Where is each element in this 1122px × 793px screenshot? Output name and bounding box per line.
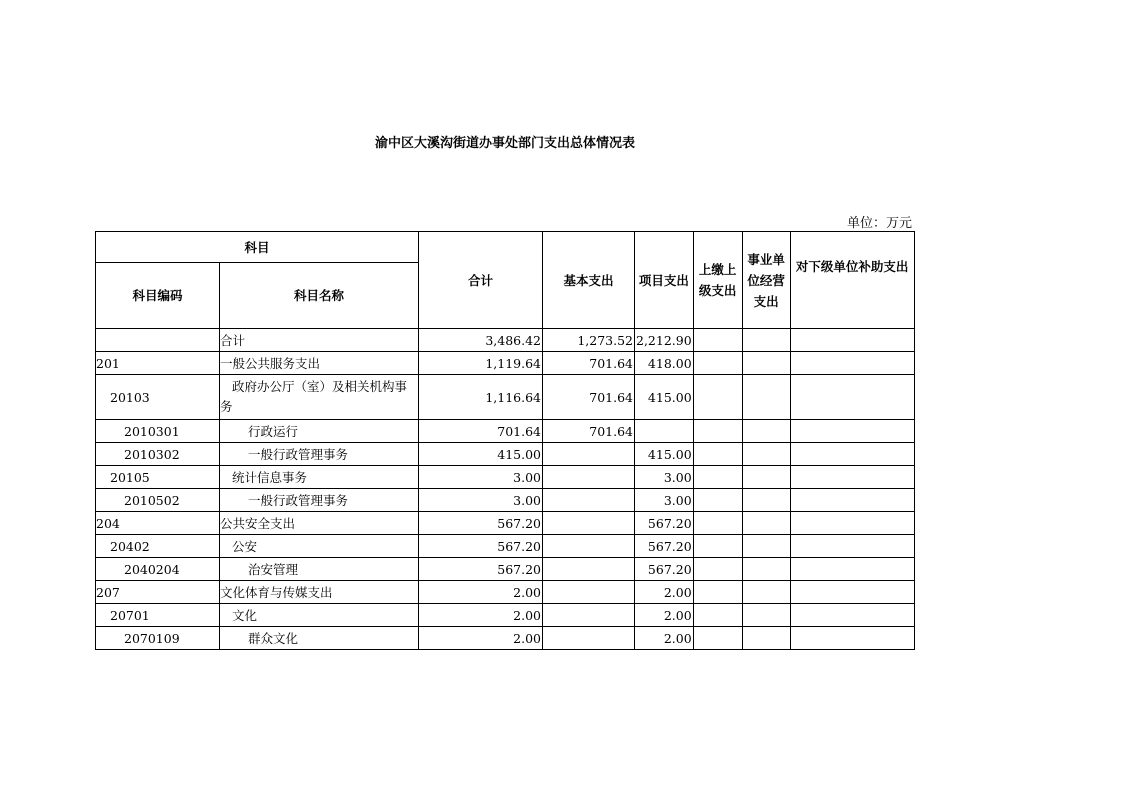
- cell-total: 701.64: [419, 420, 543, 443]
- header-basic: 基本支出: [543, 232, 635, 329]
- cell-upper: [693, 512, 742, 535]
- cell-total: 2.00: [419, 604, 543, 627]
- cell-business: [742, 535, 790, 558]
- cell-name: 群众文化: [220, 627, 419, 650]
- cell-upper: [693, 420, 742, 443]
- cell-subsidy: [790, 627, 914, 650]
- cell-upper: [693, 581, 742, 604]
- cell-total: 415.00: [419, 443, 543, 466]
- cell-total: 3.00: [419, 466, 543, 489]
- cell-subsidy: [790, 604, 914, 627]
- cell-basic: [543, 466, 635, 489]
- cell-code: 20402: [96, 535, 220, 558]
- cell-subsidy: [790, 375, 914, 420]
- cell-basic: 701.64: [543, 420, 635, 443]
- cell-code: 201: [96, 352, 220, 375]
- header-project: 项目支出: [635, 232, 694, 329]
- cell-code: 20103: [96, 375, 220, 420]
- cell-upper: [693, 604, 742, 627]
- cell-project: 2.00: [635, 581, 694, 604]
- cell-basic: [543, 558, 635, 581]
- cell-business: [742, 352, 790, 375]
- cell-basic: 701.64: [543, 352, 635, 375]
- cell-subsidy: [790, 535, 914, 558]
- cell-subsidy: [790, 329, 914, 352]
- cell-name: 文化: [220, 604, 419, 627]
- cell-project: 567.20: [635, 558, 694, 581]
- cell-code: 204: [96, 512, 220, 535]
- cell-name: 行政运行: [220, 420, 419, 443]
- cell-total: 1,119.64: [419, 352, 543, 375]
- header-code: 科目编码: [96, 263, 220, 329]
- page-title: 渝中区大溪沟街道办事处部门支出总体情况表: [374, 136, 635, 151]
- header-business: 事业单位经营支出: [742, 232, 790, 329]
- cell-name: 公安: [220, 535, 419, 558]
- cell-business: [742, 581, 790, 604]
- cell-business: [742, 512, 790, 535]
- cell-subsidy: [790, 443, 914, 466]
- cell-subsidy: [790, 581, 914, 604]
- cell-business: [742, 466, 790, 489]
- cell-name: 一般行政管理事务: [220, 443, 419, 466]
- cell-upper: [693, 375, 742, 420]
- cell-total: 567.20: [419, 535, 543, 558]
- table-row: [96, 443, 915, 466]
- cell-code: 2010301: [96, 420, 220, 443]
- cell-code: [96, 329, 220, 352]
- cell-upper: [693, 329, 742, 352]
- header-subsidy: 对下级单位补助支出: [790, 232, 914, 329]
- cell-name: 文化体育与传媒支出: [220, 581, 419, 604]
- cell-project: 415.00: [635, 375, 694, 420]
- cell-code: 20105: [96, 466, 220, 489]
- cell-upper: [693, 466, 742, 489]
- table-row: [96, 420, 915, 443]
- cell-code: 2070109: [96, 627, 220, 650]
- table-row: [96, 627, 915, 650]
- header-name: 科目名称: [220, 263, 419, 329]
- cell-name: 一般行政管理事务: [220, 489, 419, 512]
- table-row: [96, 604, 915, 627]
- cell-subsidy: [790, 558, 914, 581]
- cell-name: 治安管理: [220, 558, 419, 581]
- table-row: [96, 512, 915, 535]
- cell-basic: [543, 535, 635, 558]
- cell-total: 3,486.42: [419, 329, 543, 352]
- cell-business: [742, 558, 790, 581]
- cell-code: 2010502: [96, 489, 220, 512]
- cell-business: [742, 375, 790, 420]
- cell-total: 3.00: [419, 489, 543, 512]
- cell-business: [742, 443, 790, 466]
- cell-code: 2010302: [96, 443, 220, 466]
- cell-subsidy: [790, 352, 914, 375]
- cell-basic: [543, 443, 635, 466]
- cell-upper: [693, 627, 742, 650]
- cell-business: [742, 604, 790, 627]
- cell-code: 207: [96, 581, 220, 604]
- unit-label: 单位：万元: [846, 216, 912, 231]
- table-row: [96, 581, 915, 604]
- cell-project: 3.00: [635, 489, 694, 512]
- cell-project: 2.00: [635, 604, 694, 627]
- cell-subsidy: [790, 466, 914, 489]
- cell-code: 20701: [96, 604, 220, 627]
- table-row: [96, 558, 915, 581]
- cell-basic: [543, 489, 635, 512]
- cell-upper: [693, 558, 742, 581]
- cell-project: [635, 420, 694, 443]
- cell-name: 一般公共服务支出: [220, 352, 419, 375]
- header-subject: 科目: [96, 232, 419, 263]
- cell-project: 2.00: [635, 627, 694, 650]
- cell-subsidy: [790, 420, 914, 443]
- cell-total: 2.00: [419, 581, 543, 604]
- cell-upper: [693, 489, 742, 512]
- cell-name: 合计: [220, 329, 419, 352]
- cell-business: [742, 489, 790, 512]
- cell-total: 2.00: [419, 627, 543, 650]
- table-row: [96, 352, 915, 375]
- cell-basic: 701.64: [543, 375, 635, 420]
- cell-basic: [543, 627, 635, 650]
- table-row: [96, 329, 915, 352]
- cell-upper: [693, 535, 742, 558]
- cell-business: [742, 329, 790, 352]
- cell-project: 2,212.90: [635, 329, 694, 352]
- header-upper: 上缴上级支出: [693, 232, 742, 329]
- cell-subsidy: [790, 512, 914, 535]
- cell-business: [742, 420, 790, 443]
- table-row: [96, 535, 915, 558]
- cell-project: 567.20: [635, 535, 694, 558]
- cell-upper: [693, 352, 742, 375]
- cell-code: 2040204: [96, 558, 220, 581]
- cell-basic: 1,273.52: [543, 329, 635, 352]
- cell-project: 418.00: [635, 352, 694, 375]
- cell-basic: [543, 581, 635, 604]
- expenditure-table: [95, 231, 915, 650]
- cell-project: 567.20: [635, 512, 694, 535]
- cell-business: [742, 627, 790, 650]
- cell-basic: [543, 512, 635, 535]
- cell-project: 415.00: [635, 443, 694, 466]
- header-total: 合计: [419, 232, 543, 329]
- table-row: [96, 375, 915, 420]
- table-row: [96, 489, 915, 512]
- cell-name: 政府办公厅（室）及相关机构事务: [220, 375, 419, 420]
- cell-upper: [693, 443, 742, 466]
- cell-total: 567.20: [419, 512, 543, 535]
- cell-name: 统计信息事务: [220, 466, 419, 489]
- cell-project: 3.00: [635, 466, 694, 489]
- cell-subsidy: [790, 489, 914, 512]
- cell-basic: [543, 604, 635, 627]
- cell-name: 公共安全支出: [220, 512, 419, 535]
- cell-total: 1,116.64: [419, 375, 543, 420]
- table-row: [96, 466, 915, 489]
- cell-total: 567.20: [419, 558, 543, 581]
